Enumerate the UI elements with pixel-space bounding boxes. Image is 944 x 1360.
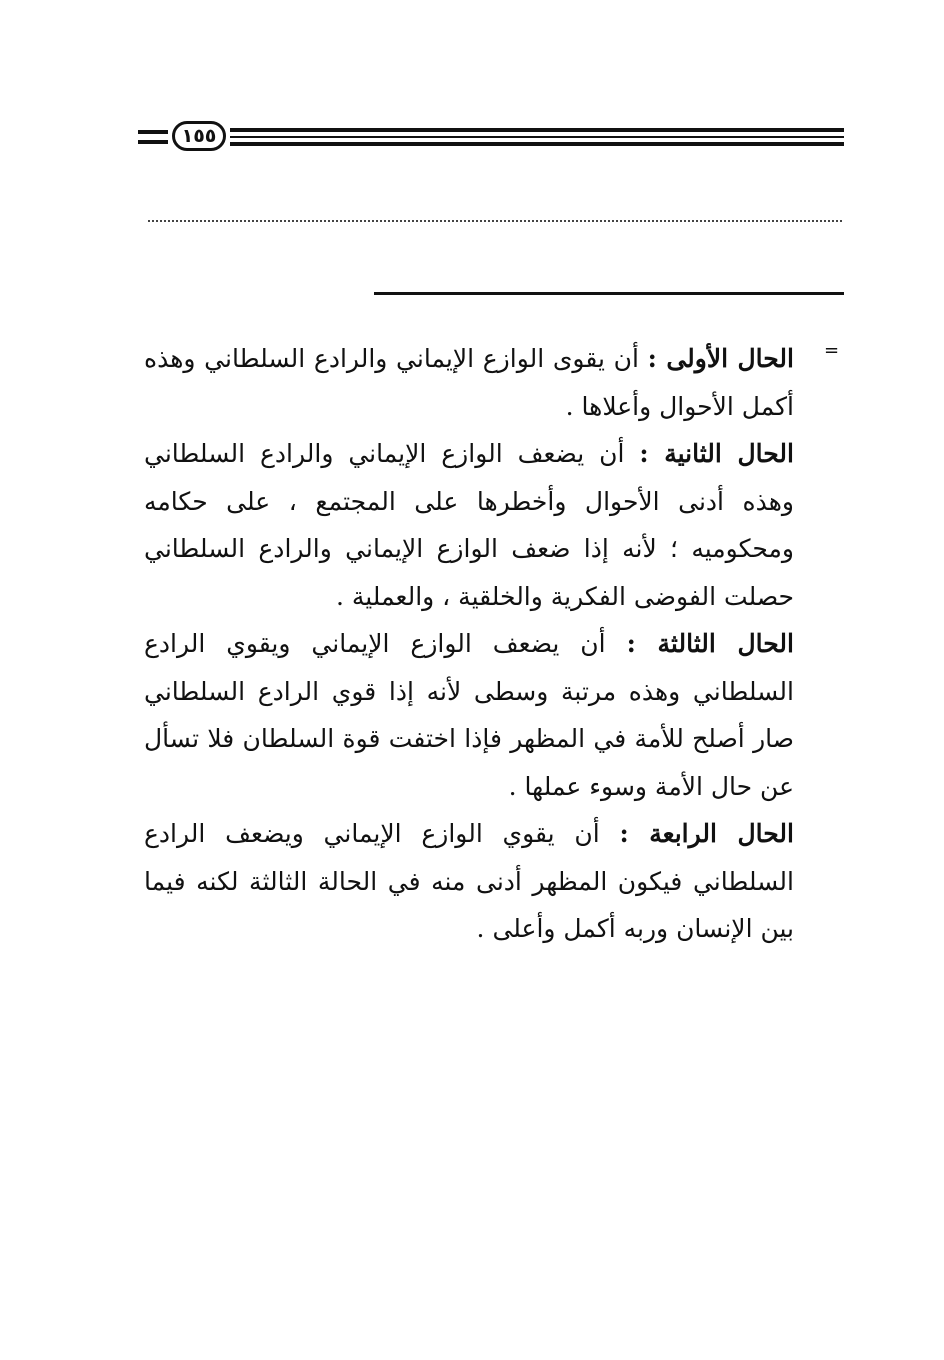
- paragraph-text: أن يضعف الوازع الإيماني ويقوي الرادع السلطاني وهذه مرتبة وسطى لأنه إذا قوي الرادع السلطاني صار أصلح للأمة في المظهر فإذا اختفت قوة السلطان فلا تسأل عن حال الأمة وسوء عملها .: [144, 629, 794, 801]
- footnote-body: [144, 335, 794, 953]
- paragraph-label: الحال الثانية :: [639, 439, 794, 468]
- paragraph-text: أن يقوى الوازع الإيماني والرادع السلطاني وهذه أكمل الأحوال وأعلاها .: [144, 344, 794, 421]
- footnote-separator: [374, 292, 844, 295]
- header-rule-middle: [230, 136, 844, 138]
- header-rule-left-top: [138, 130, 168, 134]
- page-number: ١٥٥: [172, 121, 226, 151]
- continuation-mark: =: [824, 340, 840, 361]
- paragraph-label: الحال الأولى :: [647, 344, 794, 373]
- paragraph-text: أن يقوي الوازع الإيماني ويضعف الرادع السلطاني فيكون المظهر أدنى منه في الحالة الثالثة لكنه فيما بين الإنسان وربه أكمل وأعلى .: [144, 819, 794, 943]
- header-rule-top: [230, 128, 844, 132]
- dotted-separator: [148, 220, 842, 222]
- header-rule-bottom: [230, 142, 844, 146]
- paragraph-label: الحال الثالثة :: [626, 629, 794, 658]
- page-header: [138, 120, 844, 154]
- paragraph-state-three: [144, 620, 794, 810]
- paragraph-state-four: [144, 810, 794, 953]
- paragraph-state-one: [144, 335, 794, 430]
- paragraph-state-two: [144, 430, 794, 620]
- header-rule-left-bottom: [138, 140, 168, 144]
- paragraph-label: الحال الرابعة :: [619, 819, 794, 848]
- paragraph-text: أن يضعف الوازع الإيماني والرادع السلطاني وهذه أدنى الأحوال وأخطرها على المجتمع ، على حكامه ومحكوميه ؛ لأنه إذا ضعف الوازع الإيماني والرادع السلطاني حصلت الفوضى الفكرية والخلقية ، والعملية .: [144, 439, 794, 611]
